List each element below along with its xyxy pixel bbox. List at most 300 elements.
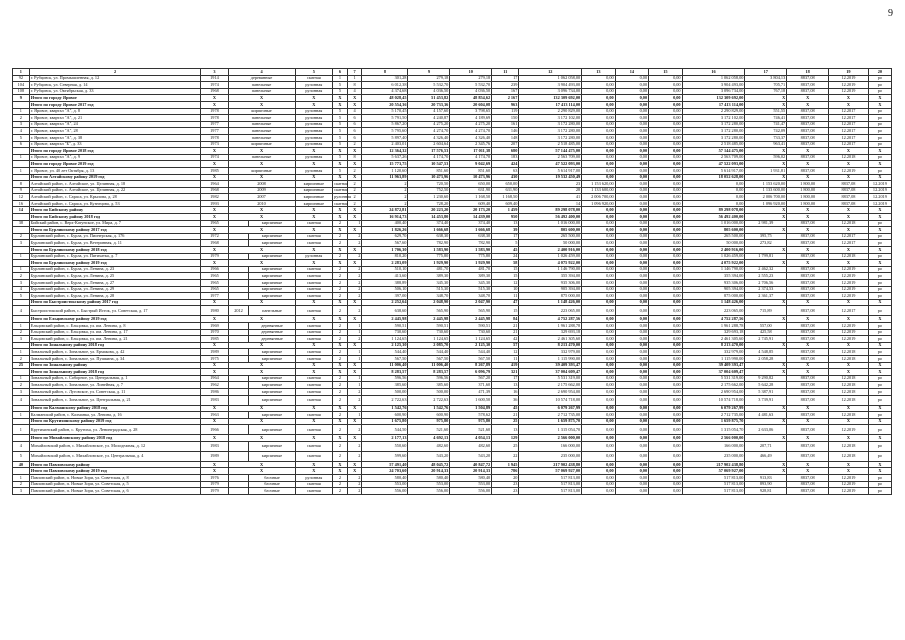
table-cell: Итого по Бурлинскому району 2017 год bbox=[29, 227, 201, 234]
table-cell: рулонная bbox=[295, 475, 333, 482]
table-cell: 2 bbox=[333, 441, 348, 451]
table-cell bbox=[228, 273, 249, 280]
table-cell bbox=[13, 418, 30, 425]
table-row bbox=[13, 128, 892, 135]
table-cell: 12.2019 bbox=[829, 293, 869, 300]
table-cell: 517 813,00 bbox=[519, 475, 582, 482]
table-cell: скатная bbox=[295, 395, 333, 405]
table-cell: 0,00 bbox=[682, 181, 745, 188]
table-cell: 0,00 bbox=[615, 227, 648, 234]
table-cell: X bbox=[333, 214, 348, 221]
table-cell: X bbox=[347, 468, 362, 475]
table-cell: ро bbox=[868, 306, 891, 316]
table-cell: 8837,08 bbox=[787, 240, 829, 247]
subtotal-row bbox=[13, 101, 892, 108]
table-cell: 21 bbox=[492, 412, 519, 419]
table-cell bbox=[13, 148, 30, 155]
table-cell: 1978 bbox=[201, 115, 228, 122]
table-cell: 12.2018 bbox=[829, 382, 869, 389]
table-row bbox=[13, 336, 892, 343]
column-number: 3 bbox=[201, 69, 228, 76]
table-cell: 1 bbox=[13, 349, 30, 356]
table-row bbox=[13, 266, 892, 273]
table-cell: 556,00 bbox=[362, 488, 408, 495]
table-cell: 6 bbox=[347, 128, 362, 135]
table-cell: X bbox=[787, 174, 829, 181]
table-cell: 12.2019 bbox=[868, 181, 891, 188]
table-cell: 4 036,50 bbox=[450, 88, 492, 95]
table-cell: 2 bbox=[362, 200, 408, 207]
table-cell: 4 692,13 bbox=[408, 435, 450, 442]
table-cell: X bbox=[829, 148, 869, 155]
table-cell: X bbox=[347, 174, 362, 181]
table-cell: 0,00 bbox=[582, 435, 615, 442]
table-cell: ро bbox=[868, 355, 891, 362]
table-cell: 1974 bbox=[201, 82, 228, 89]
table-cell bbox=[13, 260, 30, 267]
table-cell: 851,60 bbox=[408, 167, 450, 174]
table-cell: 2 125,30 bbox=[450, 342, 492, 349]
table-cell: ро bbox=[868, 322, 891, 329]
table-cell: 47 522 093,00 bbox=[519, 161, 582, 168]
table-cell: г. Яровое, квартал "А", 28 bbox=[29, 128, 201, 135]
table-row bbox=[13, 181, 892, 188]
table-cell: 905 394,00 bbox=[682, 286, 745, 293]
table-cell: Быстроистокский район, с. Быстрый Исток, ул. Советская, д. 17 bbox=[29, 306, 201, 316]
table-cell: скатная bbox=[295, 355, 333, 362]
table-cell: 544,40 bbox=[362, 349, 408, 356]
table-cell: X bbox=[201, 369, 228, 376]
table-cell: 207 bbox=[492, 141, 519, 148]
table-cell: 57 069 927,00 bbox=[519, 468, 582, 475]
table-cell: 638,30 bbox=[408, 233, 450, 240]
table-cell: ро bbox=[868, 336, 891, 343]
table-cell: 12.2018 bbox=[829, 441, 869, 451]
table-cell: 374,40 bbox=[450, 220, 492, 227]
table-cell: 0,00 bbox=[649, 329, 682, 336]
table-cell: 92 bbox=[13, 75, 30, 82]
table-cell: 5 170,45 bbox=[362, 108, 408, 115]
subtotal-row bbox=[13, 247, 892, 254]
table-cell: 4 bbox=[13, 395, 30, 405]
table-cell: X bbox=[228, 95, 295, 102]
table-cell: 2 bbox=[362, 194, 408, 201]
table-cell: 1 124,65 bbox=[408, 336, 450, 343]
table-cell: 2008 bbox=[228, 181, 295, 188]
table-cell: 17 413 114,00 bbox=[682, 101, 745, 108]
table-cell: 0,00 bbox=[615, 293, 648, 300]
table-cell: 782,90 bbox=[450, 240, 492, 247]
table-cell: 0,00 bbox=[582, 322, 615, 329]
table-cell: 567,50 bbox=[408, 355, 450, 362]
table-cell: 8837,08 bbox=[787, 329, 829, 336]
table-cell: ро bbox=[868, 240, 891, 247]
table-cell: кирпичные bbox=[249, 451, 295, 461]
table-cell: 4 274,70 bbox=[408, 128, 450, 135]
table-cell: кирпичные bbox=[249, 355, 295, 362]
table-cell: 12.2019 bbox=[829, 75, 869, 82]
table-cell: 975,80 bbox=[450, 418, 492, 425]
table-cell: 5 bbox=[492, 240, 519, 247]
table-cell: 2 bbox=[347, 187, 362, 194]
table-cell: 0,00 bbox=[682, 187, 745, 194]
table-cell: X bbox=[745, 260, 787, 267]
table-cell: Итого по Бурлинскому району 2019 год bbox=[29, 260, 201, 267]
table-cell: 1 bbox=[13, 322, 30, 329]
table-cell: 1 115 990,00 bbox=[519, 355, 582, 362]
table-row bbox=[13, 121, 892, 128]
table-cell: 0,00 bbox=[582, 214, 615, 221]
table-cell: 5 867,20 bbox=[362, 121, 408, 128]
table-cell: 1 016 000,00 bbox=[519, 220, 582, 227]
table-cell bbox=[228, 349, 249, 356]
table-cell: Ельцовский район, с. Ельцовка, ул. им. Ленина, д. 17 bbox=[29, 329, 201, 336]
table-cell: X bbox=[201, 247, 228, 254]
table-cell: X bbox=[787, 207, 829, 214]
table-cell: 1914 bbox=[201, 75, 228, 82]
table-cell: 3 798,65 bbox=[450, 108, 492, 115]
table-cell: 0,00 bbox=[615, 306, 648, 316]
table-cell: 715,89 bbox=[745, 306, 787, 316]
table-row bbox=[13, 240, 892, 247]
table-row bbox=[13, 134, 892, 141]
page-number: 9 bbox=[888, 8, 893, 19]
table-cell: 8837,08 bbox=[787, 108, 829, 115]
table-row bbox=[13, 349, 892, 356]
table-cell: 0,00 bbox=[582, 247, 615, 254]
table-cell: 2 bbox=[347, 451, 362, 461]
table-cell: 0,00 bbox=[682, 194, 745, 201]
table-cell: 12.2018 bbox=[829, 375, 869, 382]
table-cell: 600,90 bbox=[362, 412, 408, 419]
table-cell: кирпичные bbox=[249, 253, 295, 260]
table-cell: 0,00 bbox=[615, 355, 648, 362]
table-cell: X bbox=[228, 161, 295, 168]
table-cell: 2 006 700,00 bbox=[582, 194, 615, 201]
table-cell: 45 bbox=[492, 405, 519, 412]
table-cell: 2 bbox=[347, 293, 362, 300]
table-cell: 580,40 bbox=[408, 475, 450, 482]
table-cell: 12.2019 bbox=[829, 280, 869, 287]
table-cell: 2007 bbox=[228, 194, 295, 201]
table-cell: 0,00 bbox=[682, 200, 745, 207]
table-cell: 0,00 bbox=[582, 101, 615, 108]
table-cell: 913,83 bbox=[745, 475, 787, 482]
table-cell: 2 bbox=[347, 395, 362, 405]
table-cell: 0,00 bbox=[615, 154, 648, 161]
table-cell: 0,00 bbox=[582, 121, 615, 128]
table-cell: 2 bbox=[13, 329, 30, 336]
table-cell bbox=[13, 174, 30, 181]
table-cell: 0,00 bbox=[582, 293, 615, 300]
table-cell: 8837,08 bbox=[787, 233, 829, 240]
table-cell: 329 693,18 bbox=[682, 329, 745, 336]
table-cell bbox=[13, 161, 30, 168]
column-number: 14 bbox=[615, 69, 648, 76]
table-row bbox=[13, 475, 892, 482]
column-number: 18 bbox=[787, 69, 829, 76]
table-cell: 742,09 bbox=[745, 128, 787, 135]
table-cell: г. Яровое, квартал "А", д. 8 bbox=[29, 108, 201, 115]
table-cell: X bbox=[228, 214, 295, 221]
table-cell: 0,00 bbox=[649, 148, 682, 155]
table-cell bbox=[13, 405, 30, 412]
column-number-row bbox=[13, 69, 892, 76]
table-cell: 0,00 bbox=[582, 75, 615, 82]
table-cell: X bbox=[829, 161, 869, 168]
table-cell: 0,00 bbox=[615, 75, 648, 82]
table-cell: 1980 bbox=[201, 306, 228, 316]
table-cell: 1 153 620,00 bbox=[745, 181, 787, 188]
table-cell: 12.2019 bbox=[829, 475, 869, 482]
table-cell bbox=[228, 253, 249, 260]
column-number: 10 bbox=[450, 69, 492, 76]
table-cell: 0,00 bbox=[615, 167, 648, 174]
table-cell: 0,00 bbox=[582, 349, 615, 356]
table-cell: 0,00 bbox=[582, 405, 615, 412]
table-cell: 8837,08 bbox=[787, 115, 829, 122]
table-cell: скатная bbox=[295, 280, 333, 287]
table-cell: X bbox=[347, 435, 362, 442]
table-cell: 0,00 bbox=[582, 134, 615, 141]
table-cell: скатная bbox=[295, 293, 333, 300]
table-cell: 430 bbox=[492, 174, 519, 181]
table-cell: 14 439,00 bbox=[450, 214, 492, 221]
table-cell: Бурлинский район, с. Бурла, ул. Ленина, д. 28 bbox=[29, 293, 201, 300]
table-cell: 730,60 bbox=[362, 329, 408, 336]
table-cell: X bbox=[295, 161, 333, 168]
table-cell: 466,49 bbox=[745, 451, 787, 461]
table-cell: 0,00 bbox=[582, 266, 615, 273]
table-cell: панельные bbox=[228, 115, 295, 122]
table-cell: 1975 bbox=[201, 355, 228, 362]
subtotal-row bbox=[13, 95, 892, 102]
table-cell bbox=[228, 322, 249, 329]
table-cell: скатная bbox=[295, 441, 333, 451]
table-cell: 8837,08 bbox=[787, 253, 829, 260]
table-cell: 0,00 bbox=[649, 425, 682, 435]
table-row bbox=[13, 141, 892, 148]
table-cell: 2 bbox=[347, 336, 362, 343]
table-cell: X bbox=[295, 468, 333, 475]
table-cell: 0,00 bbox=[649, 441, 682, 451]
subtotal-row bbox=[13, 362, 892, 369]
table-cell: X bbox=[201, 214, 228, 221]
table-cell: г. Рубцовск, ул. Северная, д. 14 bbox=[29, 82, 201, 89]
table-cell: 0,00 bbox=[582, 388, 615, 395]
table-cell: X bbox=[333, 405, 348, 412]
table-cell: X bbox=[228, 461, 295, 468]
table-row bbox=[13, 441, 892, 451]
table-cell: 2 bbox=[347, 253, 362, 260]
table-cell: 0,00 bbox=[615, 418, 648, 425]
table-cell: X bbox=[347, 362, 362, 369]
table-cell: 1 bbox=[13, 167, 30, 174]
table-cell: 332 979,00 bbox=[519, 349, 582, 356]
table-cell: 1 800,00 bbox=[787, 181, 829, 188]
table-cell: X bbox=[295, 362, 333, 369]
table-cell: 1 961 288,78 bbox=[519, 322, 582, 329]
table-cell: 0,00 bbox=[649, 418, 682, 425]
table-cell: X bbox=[295, 260, 333, 267]
table-cell: 875 000,00 bbox=[519, 293, 582, 300]
table-cell: рулонная bbox=[295, 121, 333, 128]
table-cell: скатная bbox=[295, 336, 333, 343]
table-cell: 0,00 bbox=[615, 375, 648, 382]
table-cell: 0,00 bbox=[615, 200, 648, 207]
table-cell: Алтайский район, с. Сараса, ул. Кузнецова, д. 53 bbox=[29, 200, 201, 207]
column-number: 2 bbox=[29, 69, 201, 76]
table-cell: 1 016 000,00 bbox=[682, 220, 745, 227]
table-cell: 1 504,89 bbox=[450, 405, 492, 412]
subtotal-row bbox=[13, 174, 892, 181]
table-cell: 0,00 bbox=[649, 115, 682, 122]
table-cell: 0,00 bbox=[615, 207, 648, 214]
table-cell: 2 566 000,00 bbox=[519, 435, 582, 442]
table-cell: 2 bbox=[362, 187, 408, 194]
table-cell: 0,00 bbox=[649, 260, 682, 267]
subtotal-row bbox=[13, 418, 892, 425]
table-cell: 8837,08 bbox=[787, 121, 829, 128]
table-cell: 0,00 bbox=[649, 214, 682, 221]
table-cell: скатная bbox=[334, 200, 348, 206]
subtotal-row bbox=[13, 316, 892, 323]
table-cell: кирпичные bbox=[249, 388, 295, 395]
column-number: 13 bbox=[582, 69, 615, 76]
table-cell: X bbox=[829, 214, 869, 221]
table-cell: 556,00 bbox=[450, 488, 492, 495]
table-cell: г. Яровое, квартал "А", д. 9 bbox=[29, 154, 201, 161]
table-cell: X bbox=[201, 405, 228, 412]
table-cell: 1 230,60 bbox=[408, 194, 450, 201]
table-cell bbox=[228, 388, 249, 395]
table-cell: 25 bbox=[13, 362, 30, 369]
table-cell: 0,00 bbox=[582, 273, 615, 280]
table-cell: 17 011,38 bbox=[450, 148, 492, 155]
table-cell: 0,00 bbox=[615, 286, 648, 293]
table-cell: 2 bbox=[347, 266, 362, 273]
table-cell: 775,80 bbox=[408, 253, 450, 260]
table-cell: ро bbox=[868, 134, 891, 141]
table-cell: 0,00 bbox=[615, 435, 648, 442]
table-cell: X bbox=[829, 418, 869, 425]
table-cell: 0,00 bbox=[649, 481, 682, 488]
table-cell: X bbox=[295, 316, 333, 323]
table-cell: X bbox=[868, 95, 891, 102]
table-cell: 0,00 bbox=[649, 200, 682, 207]
table-cell: X bbox=[745, 316, 787, 323]
table-cell: X bbox=[745, 227, 787, 234]
table-cell: 2 345,76 bbox=[450, 141, 492, 148]
table-cell: X bbox=[228, 227, 295, 234]
table-cell: Итого по Быстроистокскому району 2017 год bbox=[29, 299, 201, 306]
table-cell: 4 bbox=[13, 286, 30, 293]
table-cell: X bbox=[745, 369, 787, 376]
table-cell: 51 453,82 bbox=[408, 95, 450, 102]
table-cell: 40 bbox=[13, 461, 30, 468]
table-cell bbox=[228, 293, 249, 300]
table-cell: 12.2019 bbox=[868, 200, 891, 207]
table-cell: 0,00 bbox=[649, 247, 682, 254]
table-cell: 543,20 bbox=[408, 451, 450, 461]
table-cell: Итого по Зональному району 2018 год bbox=[29, 342, 201, 349]
table-cell: 0,00 bbox=[582, 167, 615, 174]
table-cell: X bbox=[787, 369, 829, 376]
table-cell: 0,00 bbox=[615, 395, 648, 405]
table-cell: X bbox=[333, 247, 348, 254]
table-cell bbox=[228, 286, 249, 293]
table-cell: ро bbox=[868, 233, 891, 240]
table-cell: 15 773,75 bbox=[362, 161, 408, 168]
table-cell: X bbox=[787, 95, 829, 102]
table-cell: Бурлинский район, с. Бурла, ул. Ленина, д. 23 bbox=[29, 266, 201, 273]
table-cell: X bbox=[868, 362, 891, 369]
table-cell: 45 bbox=[492, 247, 519, 254]
table-row bbox=[13, 280, 892, 287]
table-cell: 0,00 bbox=[615, 260, 648, 267]
table-cell: 3 bbox=[13, 280, 30, 287]
table-cell: скатная bbox=[295, 322, 333, 329]
table-cell: X bbox=[347, 227, 362, 234]
table-cell: X bbox=[787, 362, 829, 369]
table-cell: X bbox=[228, 148, 295, 155]
table-cell: X bbox=[829, 247, 869, 254]
table-cell: 5 bbox=[333, 128, 348, 135]
table-cell: 1 929,90 bbox=[450, 260, 492, 267]
table-cell: 0,00 bbox=[582, 253, 615, 260]
table-cell: 12.2017 bbox=[829, 233, 869, 240]
table-cell: 0,00 bbox=[582, 441, 615, 451]
table-cell: 21 bbox=[492, 322, 519, 329]
table-cell: панельные bbox=[228, 82, 295, 89]
table-cell: X bbox=[347, 418, 362, 425]
table-cell: 47 bbox=[492, 299, 519, 306]
table-cell: 2 bbox=[13, 273, 30, 280]
table-cell: 371,60 bbox=[450, 382, 492, 389]
table-cell: 321 bbox=[492, 369, 519, 376]
table-cell: 556,00 bbox=[408, 488, 450, 495]
table-cell: панельные bbox=[228, 121, 295, 128]
table-cell: 2 374,53 bbox=[745, 286, 787, 293]
table-cell: X bbox=[228, 405, 295, 412]
table-cell: 1985 bbox=[201, 167, 228, 174]
table-cell: 1965 bbox=[201, 220, 228, 227]
table-cell: 223 065,00 bbox=[519, 306, 582, 316]
table-cell: 2 bbox=[333, 425, 348, 435]
table-cell: 2 563 709,00 bbox=[519, 154, 582, 161]
table-cell: 3 bbox=[13, 488, 30, 495]
table-cell: 5 531 319,00 bbox=[519, 375, 582, 382]
table-row bbox=[13, 293, 892, 300]
table-cell: 0,00 bbox=[615, 194, 648, 201]
table-cell: 217 902 438,80 bbox=[519, 461, 582, 468]
table-cell: рулонная bbox=[295, 128, 333, 135]
table-cell: 0,00 bbox=[615, 461, 648, 468]
table-cell: X bbox=[868, 299, 891, 306]
table-cell: Ельцовский район, с. Ельцовка, ул. им. Ленина, д. 21 bbox=[29, 336, 201, 343]
table-cell: 0,00 bbox=[615, 214, 648, 221]
table-cell: 2 bbox=[333, 322, 348, 329]
table-cell: 0,00 bbox=[615, 342, 648, 349]
table-cell: рулонная bbox=[295, 253, 333, 260]
table-cell: 4 075 922,00 bbox=[682, 260, 745, 267]
table-cell: 0,00 bbox=[582, 88, 615, 95]
table-cell: 0,00 bbox=[615, 101, 648, 108]
table-cell: X bbox=[295, 101, 333, 108]
table-cell: 0,00 bbox=[649, 375, 682, 382]
table-cell: 5 bbox=[333, 141, 348, 148]
table-cell: 4 481,63 bbox=[745, 412, 787, 419]
